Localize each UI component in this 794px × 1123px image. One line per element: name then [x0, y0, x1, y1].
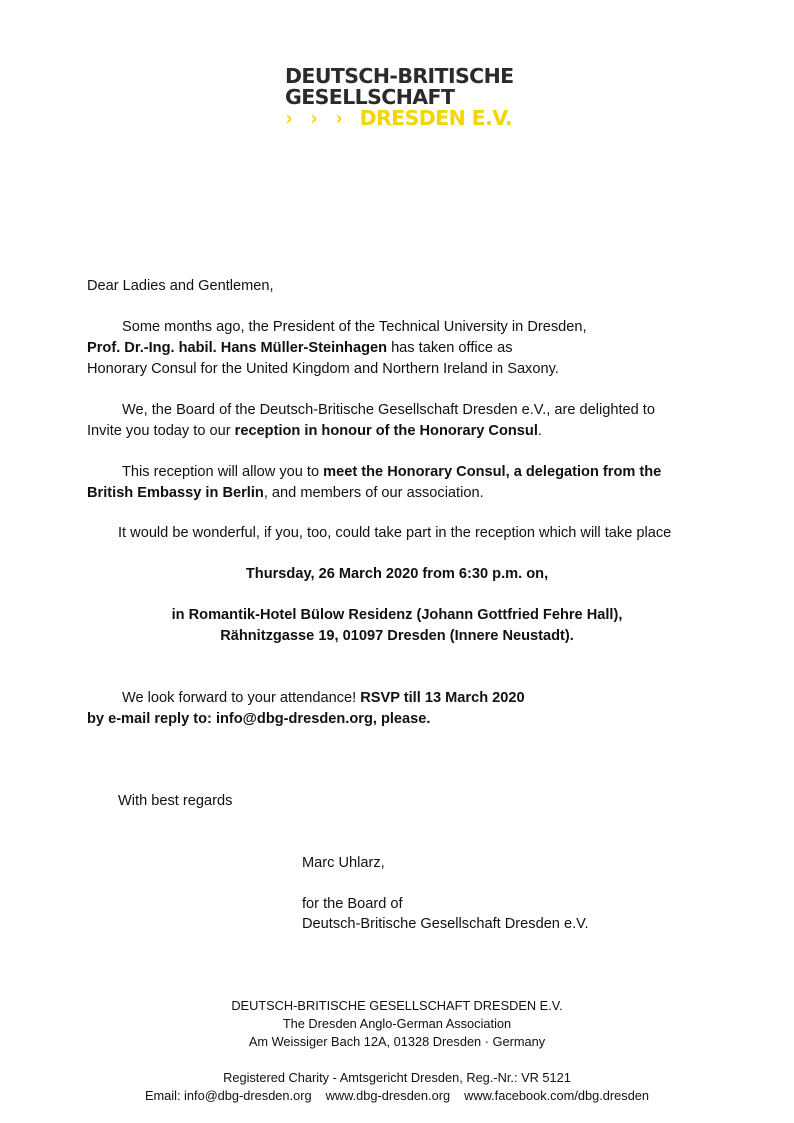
paragraph-3-line-1	[122, 464, 661, 481]
footer-registration: Registered Charity - Amtsgericht Dresden, Reg.-Nr.: VR 5121	[223, 1070, 571, 1085]
rsvp-line-2: by e-mail reply to: info@dbg-dresden.org, please.	[87, 711, 431, 727]
rsvp-intro: We look forward to your attendance!	[122, 690, 361, 706]
chevron-icon: ›	[335, 106, 342, 130]
footer-association: The Dresden Anglo-German Association	[282, 1016, 512, 1031]
paragraph-2-line-2	[87, 423, 542, 440]
paragraph-1-line-3: Honorary Consul for the United Kingdom and Northern Ireland in Saxony.	[87, 361, 559, 377]
chevron-icon: ›	[285, 106, 293, 130]
paragraph-3-line-1-start: This reception will allow you to	[122, 464, 324, 480]
signature-role-line-2: Deutsch-Britische Gesellschaft Dresden e.V.	[302, 916, 589, 932]
paragraph-3-line-1-bold: meet the Honorary Consul, a delegation from the	[323, 464, 662, 480]
logo-city-text: DRESDEN E.V.	[359, 106, 513, 130]
paragraph-4: It would be wonderful, if you, too, could take part in the reception which will take place	[118, 525, 672, 541]
logo-line-2: GESELLSCHAFT	[285, 85, 455, 109]
footer-website: www.dbg-dresden.org	[325, 1088, 451, 1103]
footer-facebook: www.facebook.com/dbg.dresden	[464, 1088, 650, 1103]
signature-name: Marc Uhlarz,	[302, 855, 385, 871]
paragraph-1-line-2-text: has taken office as	[387, 340, 513, 356]
paragraph-2-line-2-start: Invite you today to our	[87, 423, 235, 439]
event-date: Thursday, 26 March 2020 from 6:30 p.m. on,	[245, 566, 549, 582]
chevron-icon: ›	[310, 106, 317, 130]
rsvp-deadline: RSVP till 13 March 2020	[360, 690, 525, 706]
consul-name: Prof. Dr.-Ing. habil. Hans Müller-Steinhagen	[87, 340, 388, 356]
footer-email: Email: info@dbg-dresden.org	[144, 1088, 312, 1103]
paragraph-1-line-1: Some months ago, the President of the Technical University in Dresden,	[122, 319, 587, 335]
rsvp-line-1	[122, 690, 525, 707]
event-venue-line-2: Rähnitzgasse 19, 01097 Dresden (Innere Neustadt).	[220, 628, 574, 644]
paragraph-1-line-2	[87, 340, 513, 357]
reception-title: reception in honour of the Honorary Consul	[234, 423, 538, 439]
event-venue-line-1: in Romantik-Hotel Bülow Residenz (Johann Gottfried Fehre Hall),	[171, 607, 623, 623]
logo-line-3	[285, 108, 545, 129]
footer-address: Am Weissiger Bach 12A, 01328 Dresden · Germany	[248, 1034, 546, 1049]
footer-contacts	[0, 1088, 794, 1103]
logo-line-1: DEUTSCH-BRITISCHE	[285, 64, 514, 88]
paragraph-2-line-2-end: .	[537, 423, 542, 439]
organization-logo	[285, 66, 545, 129]
salutation: Dear Ladies and Gentlemen,	[87, 278, 274, 294]
closing: With best regards	[118, 793, 233, 809]
signature-role-line-1: for the Board of	[302, 896, 403, 912]
paragraph-3-line-2	[87, 485, 484, 502]
paragraph-3-line-2-text: , and members of our association.	[263, 485, 484, 501]
footer-organization: DEUTSCH-BRITISCHE GESELLSCHAFT DRESDEN E.V.	[231, 998, 563, 1013]
paragraph-2-line-1: We, the Board of the Deutsch-Britische Gesellschaft Dresden e.V., are delighted to	[122, 402, 655, 418]
embassy-name: British Embassy in Berlin	[87, 485, 264, 501]
